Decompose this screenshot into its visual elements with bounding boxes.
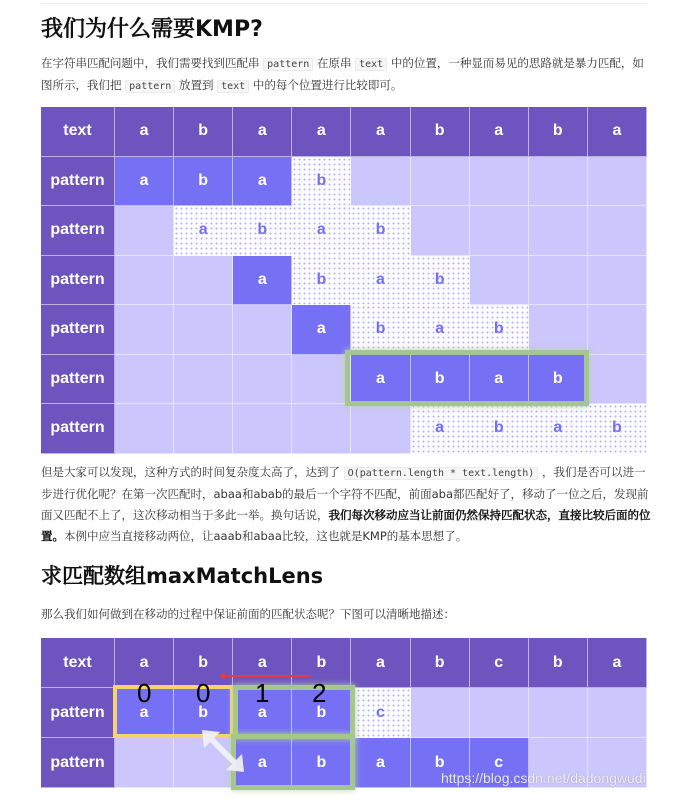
row-label-pattern: pattern (41, 305, 115, 355)
pattern-cell-empty (529, 256, 588, 306)
pattern-cell-match: b (529, 355, 588, 405)
section-title-why-kmp: 我们为什么需要KMP? (41, 17, 263, 42)
row-label-pattern: pattern (41, 355, 115, 405)
pattern-cell-empty (411, 157, 470, 207)
pattern-cell-dot: a (529, 404, 588, 454)
inline-code: text (355, 58, 387, 71)
pattern-cell-empty (470, 206, 529, 256)
pattern-cell-dot: b (292, 157, 351, 207)
text-char-cell: b (529, 638, 588, 688)
pattern-cell-empty (174, 404, 233, 454)
text-char-cell: a (588, 107, 647, 157)
inline-code: pattern (263, 58, 313, 71)
pattern-cell-match: a (351, 738, 410, 788)
optimization-paragraph (41, 462, 651, 547)
pattern-cell-empty (115, 404, 174, 454)
pattern-cell-match: b (292, 688, 351, 738)
pattern-cell-empty (529, 688, 588, 738)
pattern-cell-empty (411, 688, 470, 738)
row-label-pattern: pattern (41, 256, 115, 306)
match-len-1: 0 (196, 678, 211, 708)
row-label-pattern: pattern (41, 206, 115, 256)
pattern-cell-empty (174, 256, 233, 306)
pattern-cell-empty (588, 256, 647, 306)
pattern-cell-dot: b (411, 256, 470, 306)
pattern-cell-dot: a (411, 305, 470, 355)
text-char-cell: a (115, 107, 174, 157)
text-run: 本例中应当直接移动两位，让aaab和abaa比较，这也就是KMP的基本思想了。 (64, 529, 468, 543)
row-label-text: text (41, 107, 115, 157)
pattern-cell-empty (115, 256, 174, 306)
text-char-cell: b (292, 638, 351, 688)
pattern-cell-empty (470, 256, 529, 306)
pattern-cell-match: a (351, 355, 410, 405)
watermark: https://blog.csdn.net/dadongwudi (441, 770, 646, 786)
pattern-cell-dot: b (470, 404, 529, 454)
text-run: 但是大家可以发现，这种方式的时间复杂度太高了，达到了 (41, 465, 344, 479)
text-char-cell: a (115, 638, 174, 688)
row-label-text: text (41, 638, 115, 688)
pattern-cell-empty (588, 305, 647, 355)
pattern-cell-empty (588, 688, 647, 738)
brute-force-match-table (41, 107, 647, 453)
pattern-cell-dot: c (351, 688, 410, 738)
pattern-cell-match: a (233, 738, 292, 788)
pattern-cell-empty (174, 355, 233, 405)
pattern-cell-dot: b (351, 206, 410, 256)
pattern-cell-match: b (411, 355, 470, 405)
pattern-cell-empty (233, 305, 292, 355)
row-label-pattern: pattern (41, 688, 115, 738)
text-run: 中的位置，一种显而易见的思路就是暴力匹配，如图所示，我们把 (41, 56, 644, 92)
pattern-cell-empty (233, 355, 292, 405)
section-title-max-match-lens: 求匹配数组maxMatchLens (41, 564, 324, 588)
pattern-cell-empty (351, 157, 410, 207)
pattern-cell-empty (470, 688, 529, 738)
pattern-cell-empty (351, 404, 410, 454)
pattern-cell-empty (115, 305, 174, 355)
text-char-cell: a (233, 107, 292, 157)
inline-code: O(pattern.length * text.length) (344, 467, 539, 480)
pattern-cell-dot: b (470, 305, 529, 355)
text-char-cell: a (292, 107, 351, 157)
text-char-cell: c (470, 638, 529, 688)
pattern-cell-empty (292, 404, 351, 454)
pattern-cell-empty (529, 305, 588, 355)
red-back-arrow-icon (223, 675, 311, 677)
match-len-2: 1 (255, 678, 270, 708)
pattern-cell-match: a (233, 688, 292, 738)
description-paragraph: 那么我们如何做到在移动的过程中保证前面的匹配状态呢？下图可以清晰地描述： (41, 607, 455, 621)
pattern-cell-dot: b (233, 206, 292, 256)
text-char-cell: a (233, 638, 292, 688)
inline-code: pattern (125, 80, 175, 93)
pattern-cell-empty (588, 206, 647, 256)
pattern-cell-empty (411, 206, 470, 256)
inline-code: text (217, 80, 249, 93)
pattern-cell-dot: b (292, 256, 351, 306)
double-arrow-icon (200, 728, 246, 774)
pattern-cell-dot: a (411, 404, 470, 454)
pattern-cell-empty (233, 404, 292, 454)
row-label-pattern: pattern (41, 404, 115, 454)
text-run: 中的每个位置进行比较即可。 (249, 78, 403, 92)
pattern-cell-match: c (470, 738, 529, 788)
max-match-lens-table (41, 638, 647, 788)
pattern-cell-empty (588, 157, 647, 207)
pattern-cell-match: b (174, 688, 233, 738)
pattern-cell-dot: b (351, 305, 410, 355)
row-label-pattern: pattern (41, 157, 115, 207)
pattern-cell-empty (115, 206, 174, 256)
match-len-0: 0 (137, 678, 152, 708)
text-run: 在原串 (313, 56, 356, 70)
text-char-cell: b (174, 638, 233, 688)
text-char-cell: a (470, 107, 529, 157)
pattern-cell-empty (588, 355, 647, 405)
top-divider (41, 3, 647, 4)
text-run: ，我们是否可以进一步进行优化呢？在第一次匹配时，abaa和abab的最后一个字符不匹配，前面aba都匹配好了，移动了一位之后，发现前面又匹配不上了，这次移动相当于多此一举。换句话说， (41, 465, 649, 522)
match-len-3: 2 (312, 678, 327, 708)
pattern-cell-empty (174, 305, 233, 355)
text-char-cell: a (351, 107, 410, 157)
pattern-cell-match: a (233, 256, 292, 306)
pattern-cell-empty (529, 206, 588, 256)
text-char-cell: a (588, 638, 647, 688)
pattern-cell-match: b (174, 157, 233, 207)
pattern-cell-empty (115, 355, 174, 405)
pattern-cell-dot: a (351, 256, 410, 306)
pattern-cell-match: b (411, 738, 470, 788)
pattern-cell-dot: a (292, 206, 351, 256)
pattern-cell-match: a (115, 688, 174, 738)
text-char-cell: b (174, 107, 233, 157)
pattern-cell-dot: a (174, 206, 233, 256)
bold-text: 我们每次移动应当让前面仍然保持匹配状态，直接比较后面的位置。 (41, 508, 651, 543)
text-char-cell: b (411, 638, 470, 688)
text-char-cell: a (351, 638, 410, 688)
pattern-cell-match: a (115, 157, 174, 207)
pattern-cell-empty (470, 157, 529, 207)
intro-paragraph (41, 53, 651, 97)
text-run: 在字符串匹配问题中，我们需要找到匹配串 (41, 56, 264, 70)
row-label-pattern: pattern (41, 738, 115, 788)
pattern-cell-match: b (292, 738, 351, 788)
pattern-cell-empty (115, 738, 174, 788)
pattern-cell-empty (292, 355, 351, 405)
pattern-cell-match: a (233, 157, 292, 207)
text-char-cell: b (411, 107, 470, 157)
pattern-cell-match: a (292, 305, 351, 355)
pattern-cell-empty (529, 157, 588, 207)
text-run: 放置到 (175, 78, 218, 92)
pattern-cell-match: a (470, 355, 529, 405)
text-char-cell: b (529, 107, 588, 157)
pattern-cell-dot: b (588, 404, 647, 454)
